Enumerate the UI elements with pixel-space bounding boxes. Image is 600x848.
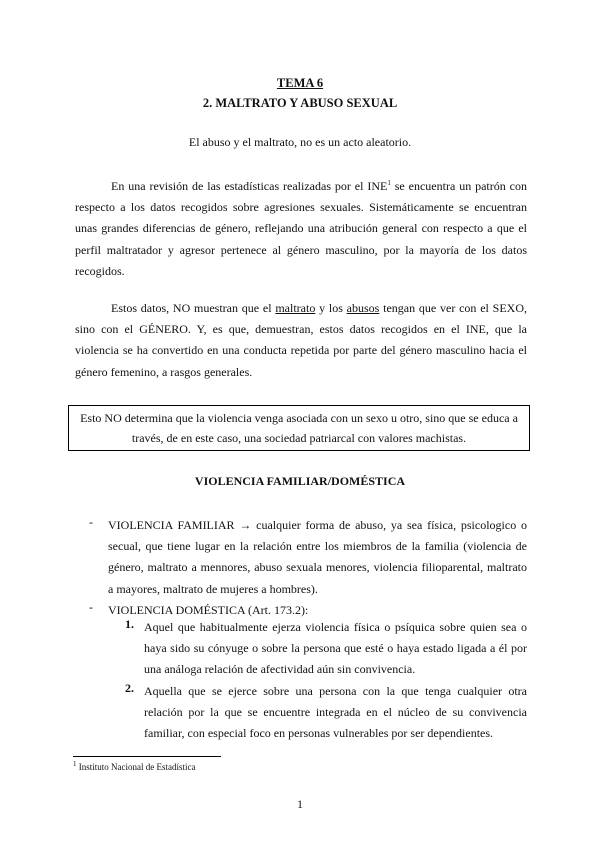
paragraph2-part2: y los bbox=[315, 301, 347, 315]
page-number: 1 bbox=[297, 797, 303, 811]
sub-item-number-1: 1. bbox=[125, 617, 134, 631]
maltrato-link[interactable]: maltrato bbox=[275, 301, 316, 315]
highlight-text: Esto NO determina que la violencia venga asociada con un sexo u otro, sino que se educa a través, de en este caso, una sociedad patriarcal con valores machistas. bbox=[80, 411, 518, 445]
list-item-familiar: VIOLENCIA FAMILIAR → cualquier forma de abuso, ya sea física, psicologico o secual, que tiene lugar en la relación entre los miembros de la familia (violencia de género, maltrato a mennores, abuso sexuala menores, violencia filioparental, maltrato a mayores, maltrato de mujeres a hombres). bbox=[108, 518, 527, 596]
sub-item-number-2: 2. bbox=[125, 681, 134, 695]
highlight-box bbox=[68, 405, 530, 451]
document-title: 2. MALTRATO Y ABUSO SEXUAL bbox=[202, 96, 398, 110]
footnote bbox=[73, 762, 195, 772]
footnote-text: Instituto Nacional de Estadística bbox=[76, 762, 196, 772]
sub-item-1: Aquel que habitualmente ejerza violencia física o psíquica sobre quien sea o haya sido su cónyuge o sobre la persona que esté o haya estado ligada a él por una análoga relación de afectividad aún sin convivencia. bbox=[144, 620, 527, 677]
topic-heading: TEMA 6 bbox=[276, 76, 324, 90]
paragraph-gender bbox=[75, 298, 527, 383]
sub-item-2: Aquella que se ejerce sobre una persona con la que tenga cualquier otra relación por la que se encuentre integrada en el núcleo de su convivencia familiar, con especial foco en personas vulnerables por ser dependientes. bbox=[144, 684, 527, 741]
list-item-domestica: VIOLENCIA DOMÉSTICA (Art. 173.2): bbox=[108, 603, 309, 617]
list-dash-2: - bbox=[89, 600, 93, 614]
footnote-divider bbox=[73, 756, 221, 757]
paragraph1-start: En una revisión de las estadísticas realizadas por el INE bbox=[111, 179, 388, 193]
lead-sentence: El abuso y el maltrato, no es un acto aleatorio. bbox=[188, 135, 412, 149]
footnote-marker: 1 bbox=[73, 760, 77, 768]
section-heading: VIOLENCIA FAMILIAR/DOMÉSTICA bbox=[194, 474, 406, 488]
paragraph1-rest: se encuentra un patrón con respecto a los datos recogidos sobre agresiones sexuales. Sistemáticamente se encuentran unas grandes diferencias de género, reflejando una atribución general con respecto a que el perfil maltratador y agresor pertenece al género masculino, por la mayoría de los datos recogidos. bbox=[75, 179, 527, 278]
footnote-reference[interactable]: 1 bbox=[387, 179, 391, 187]
paragraph-statistics bbox=[75, 176, 527, 282]
paragraph2-part1: Estos datos, NO muestran que el bbox=[111, 301, 276, 315]
abusos-link[interactable]: abusos bbox=[346, 301, 380, 315]
paragraph2-part3: tengan que ver con el SEXO, sino con el GÉNERO. Y, es que, demuestran, estos datos recogidos en el INE, que la violencia se ha convertido en una conducta repetida por parte del género masculino hacia el género femenino, a rasgos generales. bbox=[75, 301, 527, 379]
list-dash-1: - bbox=[89, 515, 93, 529]
